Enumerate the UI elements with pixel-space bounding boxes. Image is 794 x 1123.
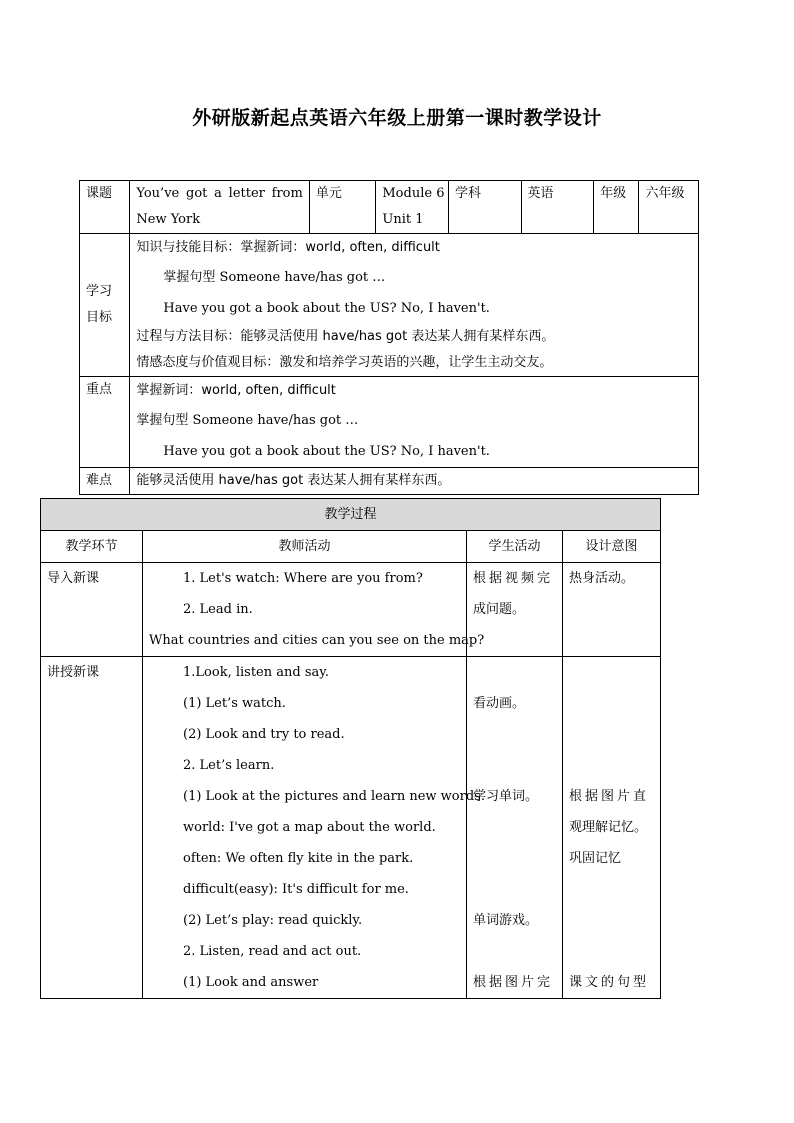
objectives-label-line2: 目标 <box>86 310 113 325</box>
teacher-activity-line: What countries and cities can you see on the map? <box>149 633 485 648</box>
unit-value-line2: Unit 1 <box>382 212 424 227</box>
difficulty-label-cell <box>80 468 130 495</box>
key-point-line: Have you got a book about the US? No, I haven't. <box>163 444 490 459</box>
intro-stage-cell <box>41 563 143 657</box>
student-activity-line: 根据视频完 <box>473 571 554 586</box>
teacher-activity-line: (1) Look at the pictures and learn new words. <box>183 789 485 804</box>
process-header-row <box>41 499 661 531</box>
subject-value-cell <box>521 181 594 234</box>
intro-row <box>41 563 661 657</box>
grade-value: 六年级 <box>645 186 685 201</box>
intro-teacher-cell <box>143 563 485 657</box>
teacher-activity-line: world: I've got a map about the world. <box>183 820 436 835</box>
difficulty-label: 难点 <box>86 473 113 488</box>
lesson-title-line2: New York <box>136 212 201 227</box>
student-activity-line: 根据图片完 <box>473 975 554 990</box>
difficulty-content-cell <box>130 468 699 495</box>
process-header: 教学过程 <box>41 499 661 531</box>
difficulty-text: 能够灵活使用 have/has got 表达某人拥有某样东西。 <box>136 473 451 488</box>
lesson-value-cell <box>130 181 309 234</box>
design-intent-line: 课文的句型 <box>569 975 650 990</box>
unit-value-line1: Module 6 <box>382 186 445 201</box>
design-intent: 热身活动。 <box>569 571 635 586</box>
grade-value-cell <box>639 181 699 234</box>
column-header-stage: 教学环节 <box>41 531 143 563</box>
teaching-process-table <box>40 498 661 999</box>
design-intent-line: 观理解记忆。 <box>569 820 648 835</box>
key-points-label-cell <box>80 377 130 468</box>
subject-label-cell <box>448 181 521 234</box>
objective-line: Have you got a book about the US? No, I haven't. <box>163 301 490 316</box>
objective-line: 知识与技能目标：掌握新词：world, often, difficult <box>136 240 440 255</box>
teacher-activity-line: difficult(easy): It's difficult for me. <box>183 882 409 897</box>
objective-line: 情感态度与价值观目标：激发和培养学习英语的兴趣，让学生主动交友。 <box>136 355 553 370</box>
design-intent-line: 巩固记忆 <box>569 851 622 866</box>
objectives-row <box>80 234 699 377</box>
column-header-intent: 设计意图 <box>563 531 661 563</box>
student-activity-line: 学习单词。 <box>473 789 539 804</box>
teacher-activity-line: 1.Look, listen and say. <box>183 665 329 680</box>
grade-label: 年级 <box>600 186 627 201</box>
intro-intent-cell <box>563 563 661 657</box>
subject-label: 学科 <box>454 186 481 201</box>
lesson-title-line1: You’ve got a letter from <box>136 186 303 201</box>
key-points-row <box>80 377 699 468</box>
lesson-info-table <box>79 180 699 495</box>
teacher-activity-line: 2. Let’s learn. <box>183 758 275 773</box>
new-teacher-cell <box>143 657 485 999</box>
subject-value: 英语 <box>527 186 554 201</box>
unit-label: 单元 <box>315 186 342 201</box>
column-header-teacher: 教师活动 <box>143 531 467 563</box>
difficulty-row <box>80 468 699 495</box>
student-activity-line: 单词游戏。 <box>473 913 539 928</box>
key-points-content-cell <box>130 377 699 468</box>
teacher-activity-line: 2. Lead in. <box>183 602 253 617</box>
objective-line: 过程与方法目标：能够灵活使用 have/has got 表达某人拥有某样东西。 <box>136 329 555 344</box>
new-student-cell <box>467 657 563 999</box>
grade-label-cell <box>594 181 639 234</box>
teacher-activity-line: (2) Look and try to read. <box>183 727 345 742</box>
objectives-label-line1: 学习 <box>86 284 113 299</box>
key-point-line: 掌握新词：world, often, difficult <box>136 383 336 398</box>
teacher-activity-line: (2) Let’s play: read quickly. <box>183 913 363 928</box>
lesson-label: 课题 <box>86 186 113 201</box>
lesson-label-cell <box>80 181 130 234</box>
teacher-activity-line: often: We often fly kite in the park. <box>183 851 414 866</box>
new-lesson-row <box>41 657 661 999</box>
key-point-line: 掌握句型 Someone have/has got … <box>136 413 359 428</box>
teacher-activity-line: (1) Look and answer <box>183 975 319 990</box>
new-stage-cell <box>41 657 143 999</box>
objectives-content-cell <box>130 234 699 377</box>
unit-value-cell <box>376 181 449 234</box>
teacher-activity-line: 1. Let's watch: Where are you from? <box>183 571 423 586</box>
unit-label-cell <box>309 181 376 234</box>
info-row <box>80 181 699 234</box>
student-activity-line: 成问题。 <box>473 602 526 617</box>
column-header-student: 学生活动 <box>467 531 563 563</box>
key-points-label: 重点 <box>86 382 113 397</box>
objective-line: 掌握句型 Someone have/has got … <box>163 270 386 285</box>
intro-stage: 导入新课 <box>47 571 100 586</box>
design-intent-line: 根据图片直 <box>569 789 650 804</box>
objectives-label-cell <box>80 234 130 377</box>
page-title: 外研版新起点英语六年级上册第一课时教学设计 <box>192 107 602 129</box>
teacher-activity-line: 2. Listen, read and act out. <box>183 944 362 959</box>
teacher-activity-line: (1) Let’s watch. <box>183 696 286 711</box>
column-header-row <box>41 531 661 563</box>
new-intent-cell <box>563 657 661 999</box>
new-stage: 讲授新课 <box>47 665 100 680</box>
student-activity-line: 看动画。 <box>473 696 526 711</box>
